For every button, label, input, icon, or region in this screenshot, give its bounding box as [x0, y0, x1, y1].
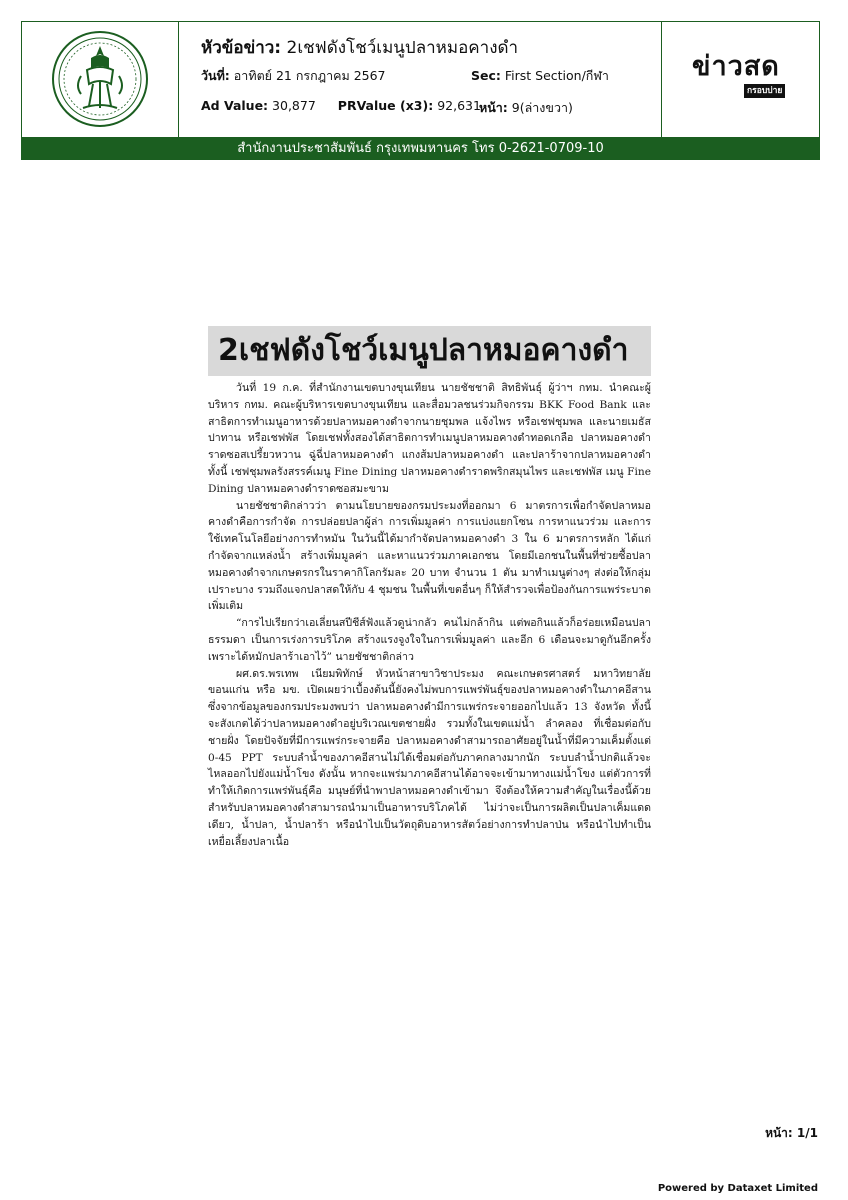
date-label: วันที่:: [201, 68, 230, 83]
headline-label: หัวข้อข่าว:: [201, 38, 282, 58]
article-headline-box: [208, 326, 651, 376]
value-row: [201, 98, 481, 113]
headline-value: 2เชฟดังโชว์เมนูปลาหมอคางดำ: [286, 38, 519, 58]
logo-cell: [22, 22, 179, 137]
powered-by: Powered by Dataxet Limited: [657, 1183, 818, 1194]
pr-value: 92,631: [437, 98, 481, 113]
article-headline: 2เชฟดังโชว์เมนูปลาหมอคางดำ: [218, 333, 629, 368]
publication-name: ข่าวสด: [692, 51, 780, 82]
section-value: First Section/กีฬา: [504, 68, 609, 83]
article-paragraph: นายชัชชาติกล่าวว่า ตามนโยบายของกรมประมงที่ออกมา 6 มาตรการเพื่อกำจัดปลาหมอคางดำคือการกำจัด การปล่อยปลาผู้ล่า การเพิ่มมูลค่า การแบ่งแยกโซน การหาแนวร่วม และการใช้เทคโนโลยีอย่างการทำหมัน ในวันนี้ได้มากำจัดปลาหมอคางดำ 3 ใน 6 มาตรการหลัก ได้แก่ กำจัดจากแหล่งน้ำ สร้างเพิ่มมูลค่า และหาแนวร่วมภาคเอกชน โดยมีเอกชนในพื้นที่ช่วยซื้อปลาหมอคางดำจากเกษตรกรในราคากิโลกรัมละ 20 บาท จำนวน 1 ตัน มาทำเมนูต่างๆ ส่งต่อให้กลุ่มเปราะบาง รวมถึงแจกปลาสดให้กับ 4 ชุมชน ในพื้นที่เขตอื่นๆ ก็ให้สำรวจเพื่อป้องกันการแพร่ระบาดเพิ่มเติม: [208, 499, 651, 613]
clipping-info: [179, 22, 662, 137]
clipping-header: [21, 21, 820, 138]
article-body: [208, 380, 651, 848]
publication-edition: กรอบบ่าย: [744, 84, 785, 98]
page-row: [479, 98, 573, 118]
page-label: หน้า:: [479, 100, 508, 115]
page-value: 9(ล่างขวา): [511, 100, 573, 115]
headline-row: [201, 34, 518, 61]
article-paragraph: วันที่ 19 ก.ค. ที่สำนักงานเขตบางขุนเทียน นายชัชชาติ สิทธิพันธุ์ ผู้ว่าฯ กทม. นำคณะผู้บริหาร กทม. คณะผู้บริหารเขตบางขุนเทียน และสื่อมวลชนร่วมกิจกรรม BKK Food Bank และสาธิตการทำเมนูอาหารด้วยปลาหมอคางดำจากนายชุมพล แจ้งไพร หรือเชฟชุมพล และนายเมธัส ปาทาน หรือเชฟพัส โดยเชฟทั้งสองได้สาธิตการทำเมนูปลาหมอคางดำทอดเกลือ ปลาหมอคางดำราดซอสเปรี้ยวหวาน ฉู่ฉี่ปลาหมอคางดำ แกงส้มปลาหมอคางดำ และปลาร้าจากปลาหมอคางดำ ทั้งนี้ เชฟชุมพลรังสรรค์เมนู Fine Dining ปลาหมอคางดำราดพริกสมุนไพร และเชฟพัส เมนู Fine Dining ปลาหมอคางดำราดซอสมะขาม: [208, 382, 651, 495]
pr-value-label: PRValue (x3):: [337, 98, 434, 113]
bangkok-city-seal-icon: [51, 28, 149, 130]
ad-value-label: Ad Value:: [201, 98, 269, 113]
section-label: Sec:: [471, 68, 501, 83]
office-contact-bar: สำนักงานประชาสัมพันธ์ กรุงเทพมหานคร โทร 0-2621-0709-10: [21, 138, 820, 160]
page-number: [765, 1124, 818, 1143]
article-paragraph: “การไปเรียกว่าเอเลี่ยนสปีชีส์ฟังแล้วดูน่ากลัว คนไม่กล้ากิน แต่พอกินแล้วก็อร่อยเหมือนปลาธรรมดา เป็นการเร่งการบริโภค สร้างแรงจูงใจในการเพิ่มมูลค่า และอีก 6 เดือนจะมาดูกันอีกครั้งเพราะได้หมักปลาร้าเอาไว้” นายชัชชาติกล่าว: [208, 617, 651, 663]
section-row: [471, 66, 609, 86]
page-number-value: 1/1: [796, 1126, 818, 1140]
date-value: อาทิตย์ 21 กรกฎาคม 2567: [233, 68, 386, 83]
ad-value: 30,877: [272, 98, 316, 113]
page-number-label: หน้า:: [765, 1126, 793, 1140]
publication-brand: [662, 22, 819, 137]
article-paragraph: ผศ.ดร.พรเทพ เนียมพิทักษ์ หัวหน้าสาขาวิชาประมง คณะเกษตรศาสตร์ มหาวิทยาลัยขอนแก่น หรือ มข. เปิดเผยว่าเบื้องต้นนี้ยังคงไม่พบการแพร่พันธุ์ของปลาหมอคางดำในภาคอีสาน ซึ่งจากข้อมูลของกรมประมงพบว่า ปลาหมอคางดำมีการแพร่กระจายออกไปแล้ว 13 จังหวัด ทั้งนี้ จะสังเกตได้ว่าปลาหมอคางดำอยู่บริเวณเขตชายฝั่ง รวมทั้งในเขตแม่น้ำ ลำคลอง ที่เชื่อมต่อกับชายฝั่ง โดยปัจจัยที่มีการแพร่กระจายคือ ปลาหมอคางดำสามารถอาศัยอยู่ในน้ำที่มีความเค็มตั้งแต่ 0-45 PPT ระบบลำน้ำของภาคอีสานไม่ได้เชื่อมต่อกับภาคกลางมากนัก ระบบลำน้ำปกติแล้วจะไหลออกไปยังแม่น้ำโขง ดังนั้น หากจะแพร่มาภาคอีสานได้อาจจะเข้ามาทางแม่น้ำโขง แต่ตัวการที่ทำให้เกิดการแพร่พันธุ์คือ มนุษย์ที่นำพาปลาหมอคางดำเข้ามา จึงต้องให้ความสำคัญในเรื่องนี้ด้วย สำหรับปลาหมอคางดำสามารถนำมาเป็นอาหารบริโภคได้ ไม่ว่าจะเป็นการผลิตเป็นปลาเค็มแดดเดียว, น้ำปลา, น้ำปลาร้า หรือนำไปเป็นวัตถุดิบอาหารสัตว์อย่างการทำปลาป่น หรือนำไปทำเป็นเหยื่อเลี้ยงปลาเนื้อ: [208, 667, 651, 848]
date-row: [201, 66, 386, 86]
